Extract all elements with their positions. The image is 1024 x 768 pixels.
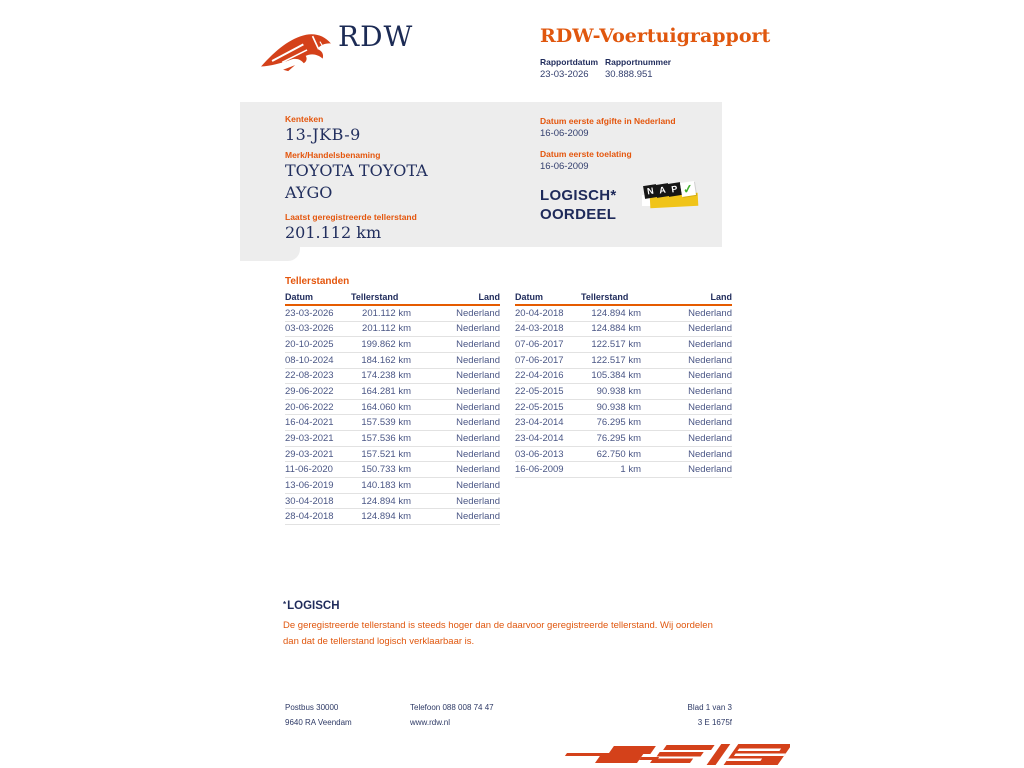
col-datum: Datum — [515, 292, 544, 302]
date-cell: 24-03-2018 — [515, 323, 564, 335]
footer-address-line2: 9640 RA Veendam — [285, 718, 352, 727]
tellerstanden-title: Tellerstanden — [285, 276, 350, 287]
country-cell: Nederland — [688, 354, 732, 366]
date-cell: 22-05-2015 — [515, 386, 564, 398]
col-tellerstand: Tellerstand — [581, 292, 629, 302]
rdw-bird-icon — [256, 26, 336, 72]
table-body — [515, 306, 732, 478]
odometer-cell: 201.112 km — [362, 307, 411, 319]
col-tellerstand: Tellerstand — [351, 292, 399, 302]
odometer-cell: 157.521 km — [361, 448, 411, 460]
table-row — [285, 400, 500, 416]
footnote-asterisk: * — [283, 600, 287, 609]
country-cell: Nederland — [456, 464, 500, 476]
afgifte-label: Datum eerste afgifte in Nederland — [540, 116, 676, 126]
report-number-label: Rapportnummer — [605, 57, 672, 67]
country-cell: Nederland — [456, 323, 500, 335]
table-header — [515, 290, 732, 306]
country-cell: Nederland — [456, 432, 500, 444]
country-cell: Nederland — [456, 401, 500, 413]
table-row — [515, 431, 732, 447]
table-row — [285, 353, 500, 369]
table-row — [515, 337, 732, 353]
vehicle-summary-panel — [240, 102, 722, 247]
date-cell: 29-06-2022 — [285, 386, 334, 398]
table-row — [285, 494, 500, 510]
country-cell: Nederland — [688, 370, 732, 382]
table-row — [285, 322, 500, 338]
country-cell: Nederland — [456, 495, 500, 507]
odometer-cell: 164.060 km — [361, 401, 411, 413]
table-body — [285, 306, 500, 525]
kenteken-value: 13-JKB-9 — [285, 125, 361, 144]
date-cell: 07-06-2017 — [515, 354, 564, 366]
date-cell: 28-04-2018 — [285, 511, 334, 523]
tellerstanden-table-left — [285, 290, 500, 525]
odometer-cell: 184.162 km — [361, 354, 411, 366]
odometer-cell: 124.894 km — [591, 307, 641, 319]
table-row — [285, 337, 500, 353]
country-cell: Nederland — [456, 370, 500, 382]
nap-letter-a: A — [655, 183, 670, 198]
date-cell: 20-10-2025 — [285, 339, 334, 351]
odometer-cell: 122.517 km — [591, 339, 641, 351]
table-row — [285, 369, 500, 385]
odometer-cell: 124.884 km — [591, 323, 641, 335]
toelating-value: 16-06-2009 — [540, 161, 589, 172]
col-land: Land — [478, 292, 500, 302]
footnote-title-text: LOGISCH — [287, 600, 340, 612]
date-cell: 07-06-2017 — [515, 339, 564, 351]
oordeel-line1: LOGISCH* — [540, 187, 617, 204]
table-row — [515, 306, 732, 322]
odometer-cell: 174.238 km — [361, 370, 411, 382]
table-row — [285, 306, 500, 322]
odometer-cell: 140.183 km — [361, 479, 411, 491]
report-date-value: 23-03-2026 — [540, 69, 589, 80]
table-row — [515, 322, 732, 338]
table-row — [285, 415, 500, 431]
date-cell: 11-06-2020 — [285, 464, 333, 476]
date-cell: 22-08-2023 — [285, 370, 334, 382]
country-cell: Nederland — [456, 479, 500, 491]
nap-letter-p: P — [667, 182, 682, 197]
table-row — [515, 415, 732, 431]
odometer-cell: 164.281 km — [361, 386, 411, 398]
country-cell: Nederland — [456, 511, 500, 523]
country-cell: Nederland — [688, 432, 732, 444]
summary-panel-tail — [240, 247, 300, 261]
odometer-cell: 150.733 km — [361, 464, 411, 476]
country-cell: Nederland — [688, 448, 732, 460]
merk-label: Merk/Handelsbenaming — [285, 150, 381, 160]
country-cell: Nederland — [688, 386, 732, 398]
date-cell: 08-10-2024 — [285, 354, 334, 366]
odometer-cell: 124.894 km — [361, 495, 411, 507]
report-date-label: Rapportdatum — [540, 57, 599, 67]
date-cell: 22-05-2015 — [515, 401, 564, 413]
country-cell: Nederland — [688, 401, 732, 413]
merk-value: TOYOTA TOYOTA AYGO — [285, 161, 428, 202]
rdw-stripes-graphic — [552, 743, 790, 768]
nap-logo-icon — [644, 181, 700, 213]
table-row — [285, 431, 500, 447]
col-datum: Datum — [285, 292, 314, 302]
date-cell: 30-04-2018 — [285, 495, 334, 507]
date-cell: 23-04-2014 — [515, 432, 564, 444]
footer-phone: Telefoon 088 008 74 47 — [410, 703, 494, 712]
kenteken-label: Kenteken — [285, 114, 324, 124]
footer-address-line1: Postbus 30000 — [285, 703, 339, 712]
country-cell: Nederland — [456, 417, 500, 429]
table-row — [285, 384, 500, 400]
odometer-cell: 199.862 km — [361, 339, 411, 351]
table-row — [515, 353, 732, 369]
odometer-cell: 90.938 km — [596, 401, 641, 413]
table-row — [285, 509, 500, 525]
country-cell: Nederland — [456, 339, 500, 351]
tellerstand-value: 201.112 km — [285, 223, 382, 242]
odometer-cell: 157.539 km — [361, 417, 411, 429]
table-header — [285, 290, 500, 306]
col-land: Land — [710, 292, 732, 302]
table-row — [515, 447, 732, 463]
date-cell: 23-04-2014 — [515, 417, 564, 429]
date-cell: 23-03-2026 — [285, 307, 334, 319]
oordeel-verdict — [540, 186, 617, 224]
footer-form-code: 3 E 1675f — [697, 718, 732, 727]
odometer-cell: 76.295 km — [596, 417, 641, 429]
odometer-cell: 201.112 km — [362, 323, 411, 335]
table-row — [285, 462, 500, 478]
country-cell: Nederland — [688, 464, 732, 476]
date-cell: 03-06-2013 — [515, 448, 564, 460]
country-cell: Nederland — [688, 339, 732, 351]
country-cell: Nederland — [688, 417, 732, 429]
logisch-footnote — [283, 600, 713, 650]
country-cell: Nederland — [456, 386, 500, 398]
report-number-value: 30.888.951 — [605, 69, 653, 80]
country-cell: Nederland — [456, 354, 500, 366]
nap-letter-n: N — [643, 184, 658, 199]
date-cell: 20-04-2018 — [515, 307, 564, 319]
country-cell: Nederland — [688, 323, 732, 335]
rdw-logo-wordmark: RDW — [338, 20, 414, 53]
country-cell: Nederland — [456, 307, 500, 319]
country-cell: Nederland — [688, 307, 732, 319]
date-cell: 16-04-2021 — [285, 417, 334, 429]
odometer-cell: 62.750 km — [596, 448, 641, 460]
date-cell: 20-06-2022 — [285, 401, 334, 413]
table-row — [515, 462, 732, 478]
footer-page-number: Blad 1 van 3 — [687, 703, 732, 712]
date-cell: 13-06-2019 — [285, 479, 334, 491]
date-cell: 03-03-2026 — [285, 323, 334, 335]
footnote-text: De geregistreerde tellerstand is steeds hoger dan de daarvoor geregistreerde tellerstand. Wij oordelen dan dat de tellerstand logisch verklaarbaar is. — [283, 620, 713, 647]
report-title: RDW-Voertuigrapport — [540, 25, 771, 47]
footer-website: www.rdw.nl — [410, 718, 451, 727]
nap-checkmark-icon: ✓ — [681, 181, 695, 197]
oordeel-line2: OORDEEL — [540, 206, 617, 223]
table-row — [285, 447, 500, 463]
odometer-cell: 105.384 km — [591, 370, 641, 382]
toelating-label: Datum eerste toelating — [540, 149, 632, 159]
table-row — [515, 369, 732, 385]
table-row — [285, 478, 500, 494]
footnote-title — [283, 600, 713, 612]
odometer-cell: 122.517 km — [591, 354, 641, 366]
table-row — [515, 384, 732, 400]
date-cell: 29-03-2021 — [285, 448, 334, 460]
country-cell: Nederland — [456, 448, 500, 460]
odometer-cell: 157.536 km — [361, 432, 411, 444]
date-cell: 29-03-2021 — [285, 432, 334, 444]
date-cell: 16-06-2009 — [515, 464, 564, 476]
tellerstanden-table-right — [515, 290, 732, 478]
odometer-cell: 90.938 km — [596, 386, 641, 398]
tellerstand-label: Laatst geregistreerde tellerstand — [285, 212, 417, 222]
date-cell: 22-04-2016 — [515, 370, 564, 382]
odometer-cell: 76.295 km — [596, 432, 641, 444]
odometer-cell: 124.894 km — [361, 511, 411, 523]
afgifte-value: 16-06-2009 — [540, 128, 589, 139]
odometer-cell: 1 km — [620, 464, 641, 476]
table-row — [515, 400, 732, 416]
